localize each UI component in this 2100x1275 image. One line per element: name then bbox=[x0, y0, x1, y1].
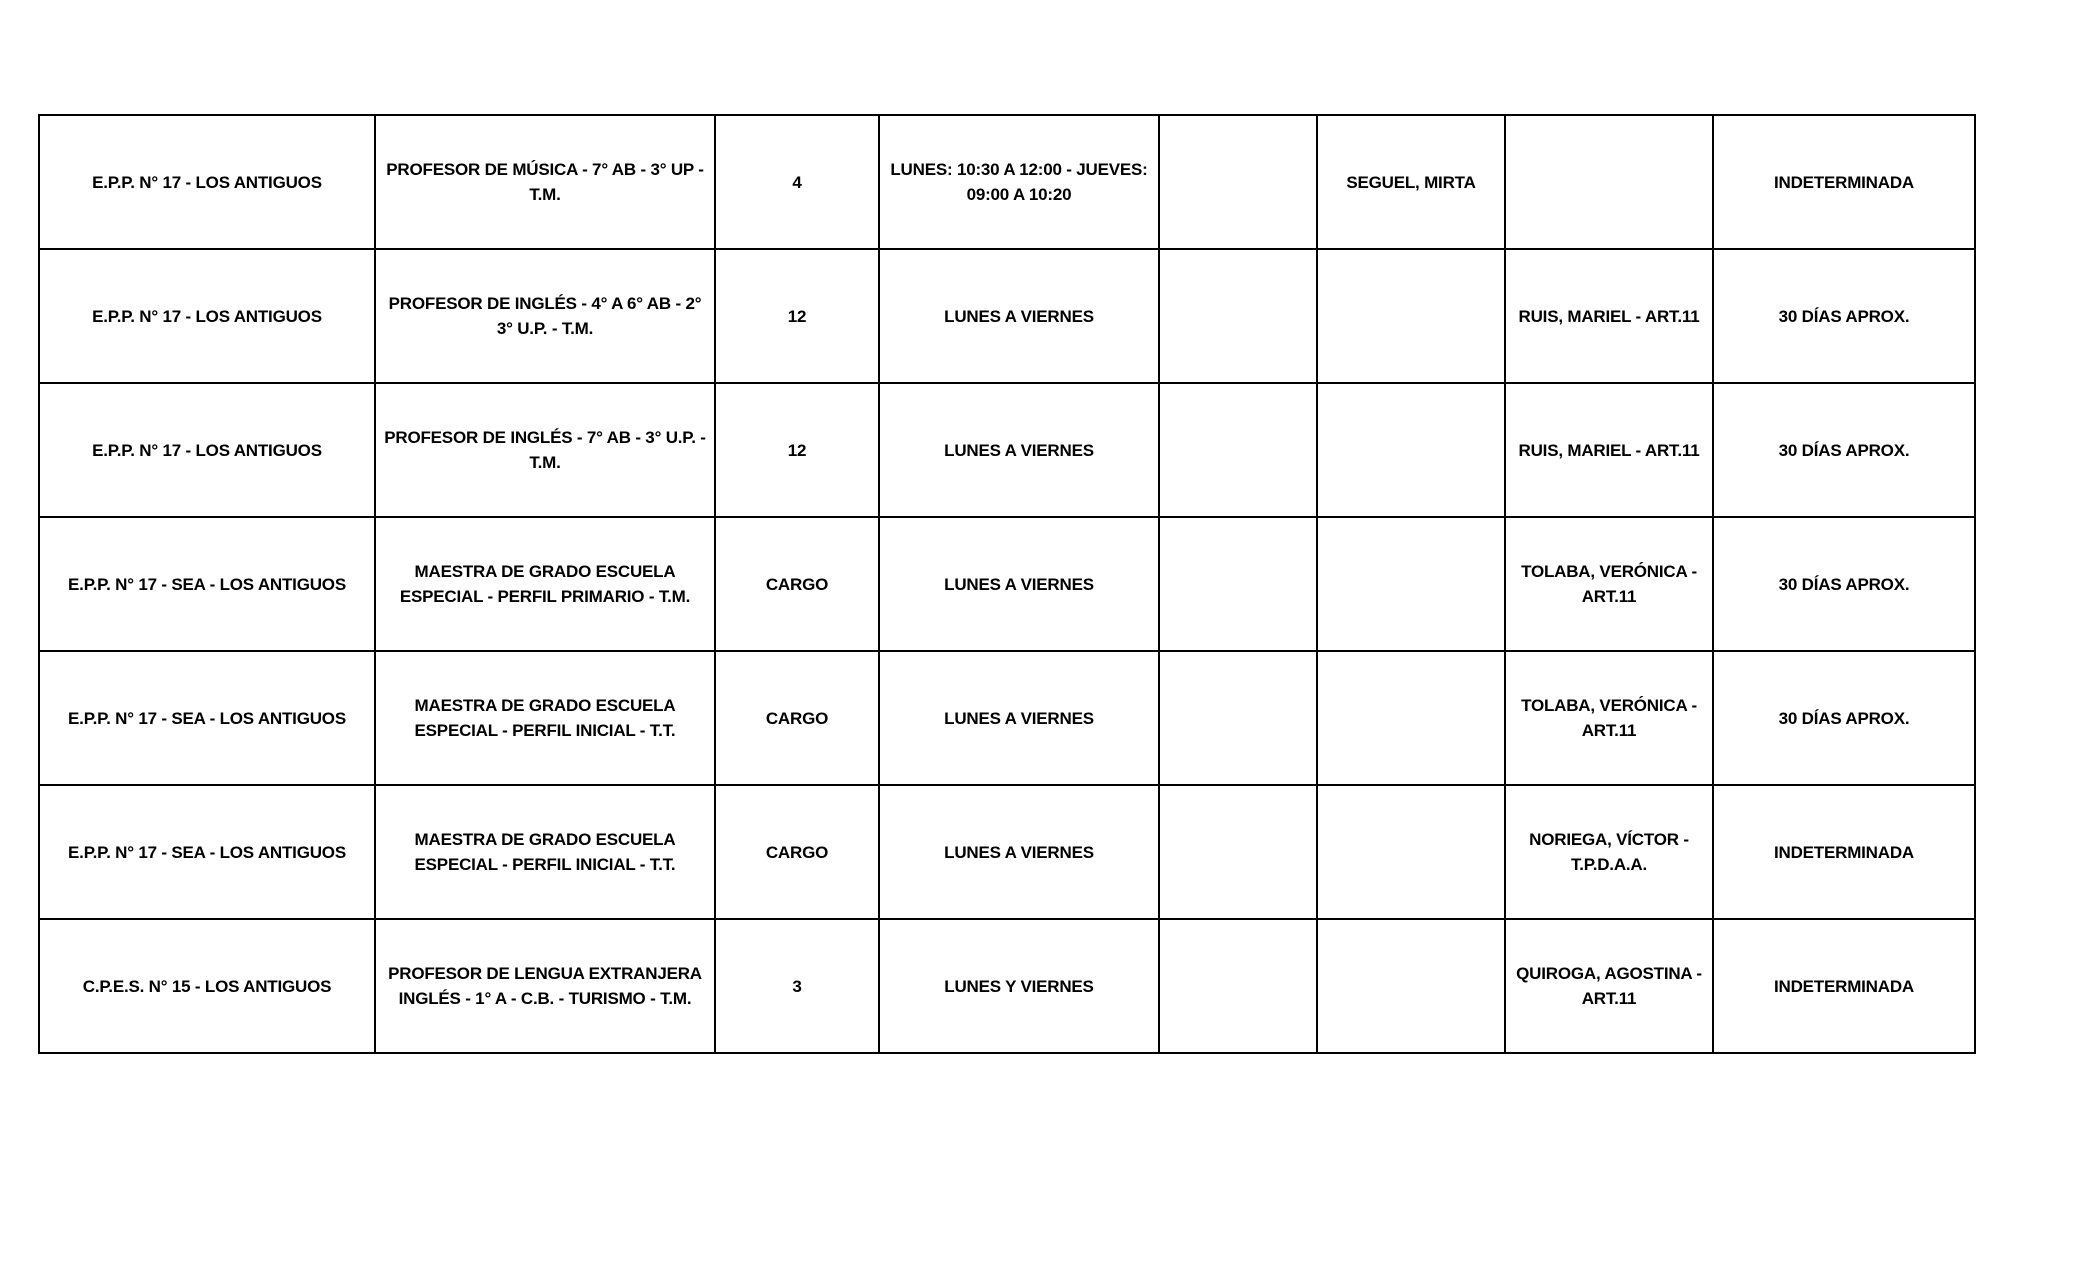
schedule-cell: LUNES A VIERNES bbox=[879, 651, 1159, 785]
schedule-cell: LUNES A VIERNES bbox=[879, 517, 1159, 651]
holder-cell bbox=[1317, 785, 1505, 919]
replaces-cell: QUIROGA, AGOSTINA - ART.11 bbox=[1505, 919, 1713, 1053]
position-cell: PROFESOR DE INGLÉS - 7° AB - 3° U.P. - T.M. bbox=[375, 383, 715, 517]
replaces-cell: NORIEGA, VÍCTOR - T.P.D.A.A. bbox=[1505, 785, 1713, 919]
table-row bbox=[39, 383, 1975, 517]
duration-cell: 30 DÍAS APROX. bbox=[1713, 651, 1975, 785]
table-row bbox=[39, 517, 1975, 651]
establishment-cell: E.P.P. N° 17 - SEA - LOS ANTIGUOS bbox=[39, 651, 375, 785]
empty-cell bbox=[1159, 919, 1317, 1053]
establishment-cell: E.P.P. N° 17 - LOS ANTIGUOS bbox=[39, 383, 375, 517]
replaces-cell: RUIS, MARIEL - ART.11 bbox=[1505, 383, 1713, 517]
table-row bbox=[39, 115, 1975, 249]
establishment-cell: C.P.E.S. N° 15 - LOS ANTIGUOS bbox=[39, 919, 375, 1053]
duration-cell: 30 DÍAS APROX. bbox=[1713, 517, 1975, 651]
replaces-cell bbox=[1505, 115, 1713, 249]
position-cell: MAESTRA DE GRADO ESCUELA ESPECIAL - PERFIL INICIAL - T.T. bbox=[375, 785, 715, 919]
empty-cell bbox=[1159, 249, 1317, 383]
schedule-cell: LUNES A VIERNES bbox=[879, 785, 1159, 919]
holder-cell bbox=[1317, 651, 1505, 785]
schedule-cell: LUNES A VIERNES bbox=[879, 249, 1159, 383]
hours-cell: 4 bbox=[715, 115, 879, 249]
establishment-cell: E.P.P. N° 17 - LOS ANTIGUOS bbox=[39, 115, 375, 249]
holder-cell bbox=[1317, 919, 1505, 1053]
establishment-cell: E.P.P. N° 17 - SEA - LOS ANTIGUOS bbox=[39, 517, 375, 651]
vacancies-table bbox=[38, 114, 1976, 1054]
replaces-cell: TOLABA, VERÓNICA - ART.11 bbox=[1505, 517, 1713, 651]
empty-cell bbox=[1159, 651, 1317, 785]
duration-cell: INDETERMINADA bbox=[1713, 919, 1975, 1053]
position-cell: PROFESOR DE LENGUA EXTRANJERA INGLÉS - 1° A - C.B. - TURISMO - T.M. bbox=[375, 919, 715, 1053]
duration-cell: INDETERMINADA bbox=[1713, 785, 1975, 919]
position-cell: MAESTRA DE GRADO ESCUELA ESPECIAL - PERFIL INICIAL - T.T. bbox=[375, 651, 715, 785]
hours-cell: CARGO bbox=[715, 651, 879, 785]
duration-cell: 30 DÍAS APROX. bbox=[1713, 249, 1975, 383]
schedule-cell: LUNES: 10:30 A 12:00 - JUEVES: 09:00 A 10:20 bbox=[879, 115, 1159, 249]
position-cell: MAESTRA DE GRADO ESCUELA ESPECIAL - PERFIL PRIMARIO - T.M. bbox=[375, 517, 715, 651]
schedule-cell: LUNES Y VIERNES bbox=[879, 919, 1159, 1053]
holder-cell: SEGUEL, MIRTA bbox=[1317, 115, 1505, 249]
table-row bbox=[39, 651, 1975, 785]
establishment-cell: E.P.P. N° 17 - LOS ANTIGUOS bbox=[39, 249, 375, 383]
replaces-cell: TOLABA, VERÓNICA - ART.11 bbox=[1505, 651, 1713, 785]
hours-cell: 12 bbox=[715, 249, 879, 383]
table-row bbox=[39, 785, 1975, 919]
duration-cell: 30 DÍAS APROX. bbox=[1713, 383, 1975, 517]
position-cell: PROFESOR DE MÚSICA - 7° AB - 3° UP - T.M. bbox=[375, 115, 715, 249]
table-row bbox=[39, 919, 1975, 1053]
position-cell: PROFESOR DE INGLÉS - 4° A 6° AB - 2° 3° U.P. - T.M. bbox=[375, 249, 715, 383]
holder-cell bbox=[1317, 517, 1505, 651]
hours-cell: CARGO bbox=[715, 517, 879, 651]
empty-cell bbox=[1159, 517, 1317, 651]
hours-cell: CARGO bbox=[715, 785, 879, 919]
duration-cell: INDETERMINADA bbox=[1713, 115, 1975, 249]
schedule-cell: LUNES A VIERNES bbox=[879, 383, 1159, 517]
empty-cell bbox=[1159, 115, 1317, 249]
hours-cell: 12 bbox=[715, 383, 879, 517]
establishment-cell: E.P.P. N° 17 - SEA - LOS ANTIGUOS bbox=[39, 785, 375, 919]
empty-cell bbox=[1159, 785, 1317, 919]
hours-cell: 3 bbox=[715, 919, 879, 1053]
replaces-cell: RUIS, MARIEL - ART.11 bbox=[1505, 249, 1713, 383]
empty-cell bbox=[1159, 383, 1317, 517]
table-row bbox=[39, 249, 1975, 383]
holder-cell bbox=[1317, 383, 1505, 517]
holder-cell bbox=[1317, 249, 1505, 383]
